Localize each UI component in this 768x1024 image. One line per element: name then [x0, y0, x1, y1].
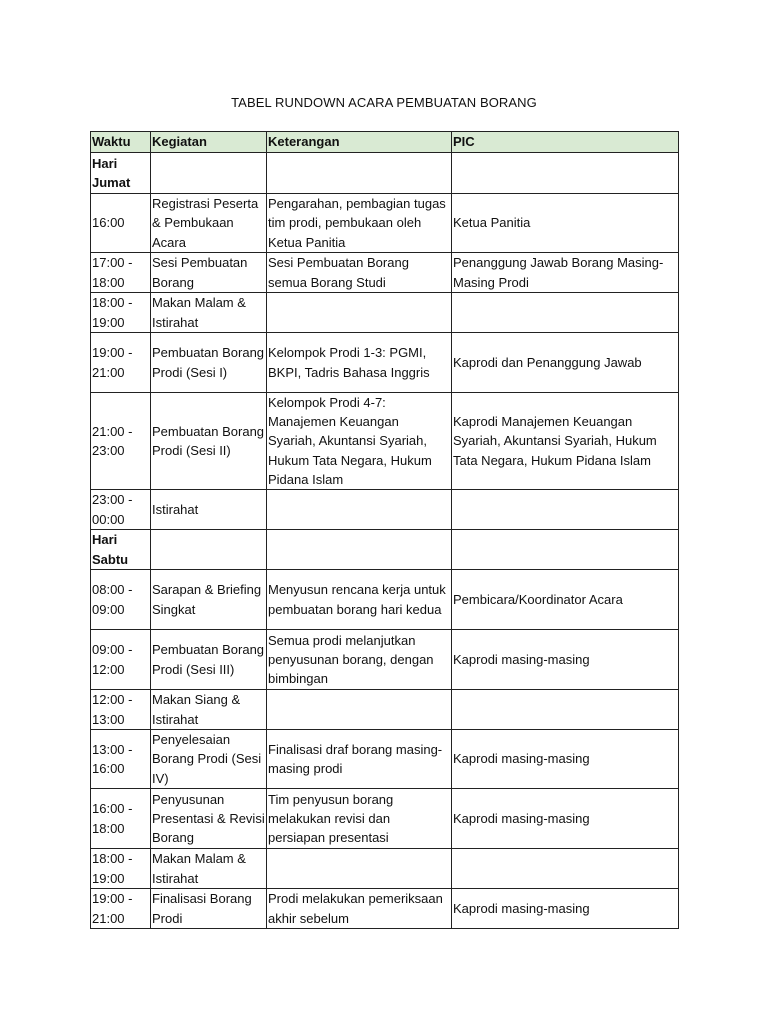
table-row	[91, 293, 679, 333]
time-cell: 19:00 - 21:00	[91, 333, 151, 393]
notes-cell: Semua prodi melanjutkan penyusunan borang, dengan bimbingan	[267, 630, 452, 690]
table-row	[91, 393, 679, 490]
activity-cell: Istirahat	[151, 490, 267, 530]
header-waktu: Waktu	[91, 132, 151, 153]
table-row	[91, 333, 679, 393]
notes-cell: Tim penyusun borang melakukan revisi dan persiapan presentasi	[267, 789, 452, 849]
table-row	[91, 153, 679, 194]
table-row	[91, 889, 679, 929]
table-row	[91, 630, 679, 690]
activity-cell: Pembuatan Borang Prodi (Sesi III)	[151, 630, 267, 690]
table-row	[91, 490, 679, 530]
empty-cell	[452, 153, 679, 194]
pic-cell: Ketua Panitia	[452, 194, 679, 253]
time-cell: 17:00 - 18:00	[91, 253, 151, 293]
table-row	[91, 194, 679, 253]
activity-cell: Registrasi Peserta & Pembukaan Acara	[151, 194, 267, 253]
activity-cell: Penyelesaian Borang Prodi (Sesi IV)	[151, 730, 267, 789]
table-row	[91, 849, 679, 889]
notes-cell: Kelompok Prodi 1-3: PGMI, BKPI, Tadris Bahasa Inggris	[267, 333, 452, 393]
pic-cell	[452, 690, 679, 730]
header-kegiatan: Kegiatan	[151, 132, 267, 153]
notes-cell: Kelompok Prodi 4-7: Manajemen Keuangan Syariah, Akuntansi Syariah, Hukum Tata Negara, Hukum Pidana Islam	[267, 393, 452, 490]
table-row	[91, 570, 679, 630]
activity-cell: Sesi Pembuatan Borang	[151, 253, 267, 293]
time-cell: 18:00 - 19:00	[91, 293, 151, 333]
header-pic: PIC	[452, 132, 679, 153]
notes-cell: Finalisasi draf borang masing-masing prodi	[267, 730, 452, 789]
time-cell: 19:00 - 21:00	[91, 889, 151, 929]
notes-cell	[267, 293, 452, 333]
time-cell: 18:00 - 19:00	[91, 849, 151, 889]
time-cell: 13:00 - 16:00	[91, 730, 151, 789]
pic-cell: Penanggung Jawab Borang Masing-Masing Prodi	[452, 253, 679, 293]
pic-cell	[452, 293, 679, 333]
pic-cell: Kaprodi masing-masing	[452, 730, 679, 789]
table-row	[91, 253, 679, 293]
time-cell: 08:00 - 09:00	[91, 570, 151, 630]
table-row	[91, 690, 679, 730]
activity-cell: Finalisasi Borang Prodi	[151, 889, 267, 929]
activity-cell: Makan Siang & Istirahat	[151, 690, 267, 730]
pic-cell: Kaprodi masing-masing	[452, 889, 679, 929]
notes-cell	[267, 490, 452, 530]
empty-cell	[452, 530, 679, 570]
table-row	[91, 530, 679, 570]
activity-cell: Makan Malam & Istirahat	[151, 293, 267, 333]
document-title: TABEL RUNDOWN ACARA PEMBUATAN BORANG	[231, 95, 537, 110]
table-row	[91, 730, 679, 789]
pic-cell: Kaprodi masing-masing	[452, 789, 679, 849]
time-cell: 12:00 - 13:00	[91, 690, 151, 730]
table-row	[91, 789, 679, 849]
notes-cell: Prodi melakukan pemeriksaan akhir sebelum	[267, 889, 452, 929]
activity-cell: Sarapan & Briefing Singkat	[151, 570, 267, 630]
day-cell: Hari Sabtu	[91, 530, 151, 570]
pic-cell: Kaprodi dan Penanggung Jawab	[452, 333, 679, 393]
activity-cell: Pembuatan Borang Prodi (Sesi I)	[151, 333, 267, 393]
pic-cell: Kaprodi masing-masing	[452, 630, 679, 690]
activity-cell: Penyusunan Presentasi & Revisi Borang	[151, 789, 267, 849]
notes-cell	[267, 690, 452, 730]
activity-cell: Makan Malam & Istirahat	[151, 849, 267, 889]
table-body	[91, 153, 679, 929]
time-cell: 16:00 - 18:00	[91, 789, 151, 849]
notes-cell	[267, 849, 452, 889]
empty-cell	[267, 530, 452, 570]
pic-cell: Pembicara/Koordinator Acara	[452, 570, 679, 630]
pic-cell: Kaprodi Manajemen Keuangan Syariah, Akuntansi Syariah, Hukum Tata Negara, Hukum Pidana Islam	[452, 393, 679, 490]
rundown-table	[90, 131, 679, 929]
time-cell: 23:00 - 00:00	[91, 490, 151, 530]
notes-cell: Sesi Pembuatan Borang semua Borang Studi	[267, 253, 452, 293]
time-cell: 16:00	[91, 194, 151, 253]
time-cell: 21:00 - 23:00	[91, 393, 151, 490]
header-keterangan: Keterangan	[267, 132, 452, 153]
notes-cell: Pengarahan, pembagian tugas tim prodi, pembukaan oleh Ketua Panitia	[267, 194, 452, 253]
time-cell: 09:00 - 12:00	[91, 630, 151, 690]
empty-cell	[151, 530, 267, 570]
notes-cell: Menyusun rencana kerja untuk pembuatan borang hari kedua	[267, 570, 452, 630]
table-header-row	[91, 132, 679, 153]
empty-cell	[151, 153, 267, 194]
empty-cell	[267, 153, 452, 194]
activity-cell: Pembuatan Borang Prodi (Sesi II)	[151, 393, 267, 490]
day-cell: Hari Jumat	[91, 153, 151, 194]
pic-cell	[452, 849, 679, 889]
pic-cell	[452, 490, 679, 530]
